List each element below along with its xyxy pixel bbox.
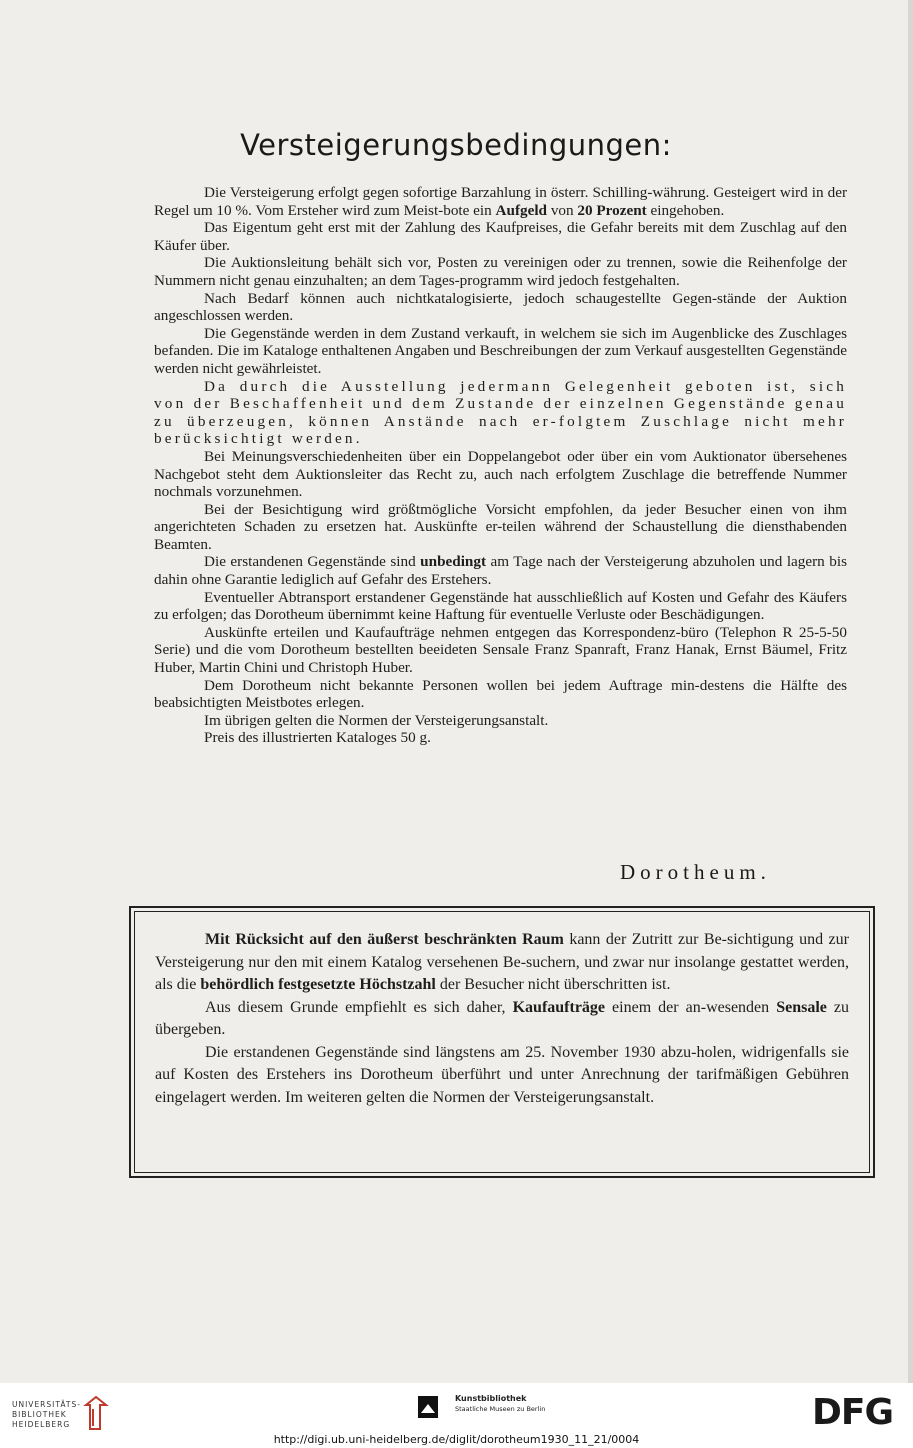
conditions-text (154, 184, 847, 747)
condition-paragraph: Preis des illustrierten Kataloges 50 g. (204, 729, 431, 747)
permalink-url[interactable]: http://digi.ub.uni-heidelberg.de/diglit/dorotheum1930_11_21/0004 (273, 1433, 640, 1446)
condition-paragraph: Die Auktionsleitung behält sich vor, Posten zu vereinigen oder zu trennen, sowie die Reihenfolge der Nummern nicht genau einzuhalten; an dem Tages-programm wird jedoch festgehalten. (154, 254, 847, 289)
condition-paragraph: Da durch die Ausstellung jedermann Gelegenheit geboten ist, sich von der Beschaffenheit und dem Zustande der einzelnen Gegenstände genau zu überzeugen, können Anstände nach er-folgtem Zuschlage nicht mehr berücksichtigt werden. (154, 377, 847, 448)
signature: Dorotheum. (620, 860, 771, 884)
condition-paragraph: Die erstandenen Gegenstände sind unbedingt am Tage nach der Versteigerung abzuholen und lagern bis dahin ohne Garantie lediglich auf Gefahr des Erstehers. (154, 553, 847, 589)
kunstbibliothek-logo-text[interactable]: Kunstbibliothek Staatliche Museen zu Berlin (455, 1394, 546, 1413)
notice-paragraph: Mit Rücksicht auf den äußerst beschränkten Raum kann der Zutritt zur Be-sichtigung und zur Versteigerung nur den mit einem Katalog versehenen Be-suchern, und zwar nur insolange gestattet werden, als die behördlich festgesetzte Höchstzahl der Besucher nicht überschritten ist. (155, 931, 849, 993)
university-library-logo-text[interactable]: UNIVERSITÄTS- BIBLIOTHEK HEIDELBERG (12, 1400, 81, 1429)
condition-paragraph: Die Gegenstände werden in dem Zustand verkauft, in welchem sie sich im Augenblicke des Zuschlages befanden. Die im Kataloge enthaltenen Angaben und Beschreibungen der zum Verkauf ausgestellten Gegenstände werden nicht gewährleistet. (154, 324, 847, 377)
condition-paragraph: Das Eigentum geht erst mit der Zahlung des Kaufpreises, die Gefahr bereits mit dem Zuschlag auf den Käufer über. (154, 219, 847, 254)
condition-paragraph: Dem Dorotheum nicht bekannte Personen wollen bei jedem Auftrage min-destens die Hälfte des beabsichtigten Meistbotes erlegen. (154, 676, 847, 712)
condition-paragraph: Bei Meinungsverschiedenheiten über ein Doppelangebot oder über ein vom Auktionator übersehenes Nachgebot steht dem Auktionsleiter das Recht zu, auch nach erfolgtem Zuschlage die betreffende Nummer nochmals vorzunehmen. (154, 447, 847, 501)
notice-text (155, 929, 849, 1109)
condition-paragraph: Bei der Besichtigung wird größtmögliche Vorsicht empfohlen, da jeder Besucher einen von ihm angerichteten Schaden zu ersetzen hat. Auskünfte er-teilen während der Schaustellung die diensthabenden Beamten. (154, 500, 847, 553)
university-library-logo-icon[interactable] (82, 1393, 110, 1433)
condition-paragraph: Nach Bedarf können auch nichtkatalogisierte, jedoch schaugestellte Gegen-stände der Auktion angeschlossen werden. (154, 289, 847, 325)
dfg-logo[interactable]: DFG (812, 1392, 894, 1433)
condition-paragraph: Eventueller Abtransport erstandener Gegenstände hat ausschließlich auf Kosten und Gefahr des Käufers zu erfolgen; das Dorotheum übernimmt keine Haftung für eventuelle Verluste oder Beschädigungen. (154, 588, 847, 624)
condition-paragraph: Auskünfte erteilen und Kaufaufträge nehmen entgegen das Korrespondenz-büro (Telephon R 25-5-50 Serie) und die vom Dorotheum bestellten beeideten Sensale Franz Spanraft, Franz Hanak, Ernst Bäumel, Fritz Huber, Martin Chini und Christoph Huber. (154, 623, 847, 677)
kunstbibliothek-logo-icon[interactable] (418, 1396, 448, 1422)
notice-paragraph: Die erstandenen Gegenstände sind längstens am 25. November 1930 abzu-holen, widrigenfalls sie auf Kosten des Erstehers ins Dorotheum überführt und unter Anrechnung der tarifmäßigen Gebühren eingelagert werden. Im weiteren gelten die Normen der Versteigerungsanstalt. (155, 1043, 849, 1106)
condition-paragraph: Im übrigen gelten die Normen der Versteigerungsanstalt. (204, 711, 549, 729)
condition-paragraph: Die Versteigerung erfolgt gegen sofortige Barzahlung in österr. Schilling-währung. Gesteigert wird in der Regel um 10 %. Vom Ersteher wird zum Meist-bote ein Aufgeld von 20 Prozent eingehoben. (154, 184, 847, 219)
page-title: Versteigerungsbedingungen: (240, 128, 672, 162)
notice-paragraph: Aus diesem Grunde empfiehlt es sich daher, Kaufaufträge einem der an-wesenden Sensale zu übergeben. (155, 998, 849, 1038)
scan-edge (908, 0, 913, 1383)
